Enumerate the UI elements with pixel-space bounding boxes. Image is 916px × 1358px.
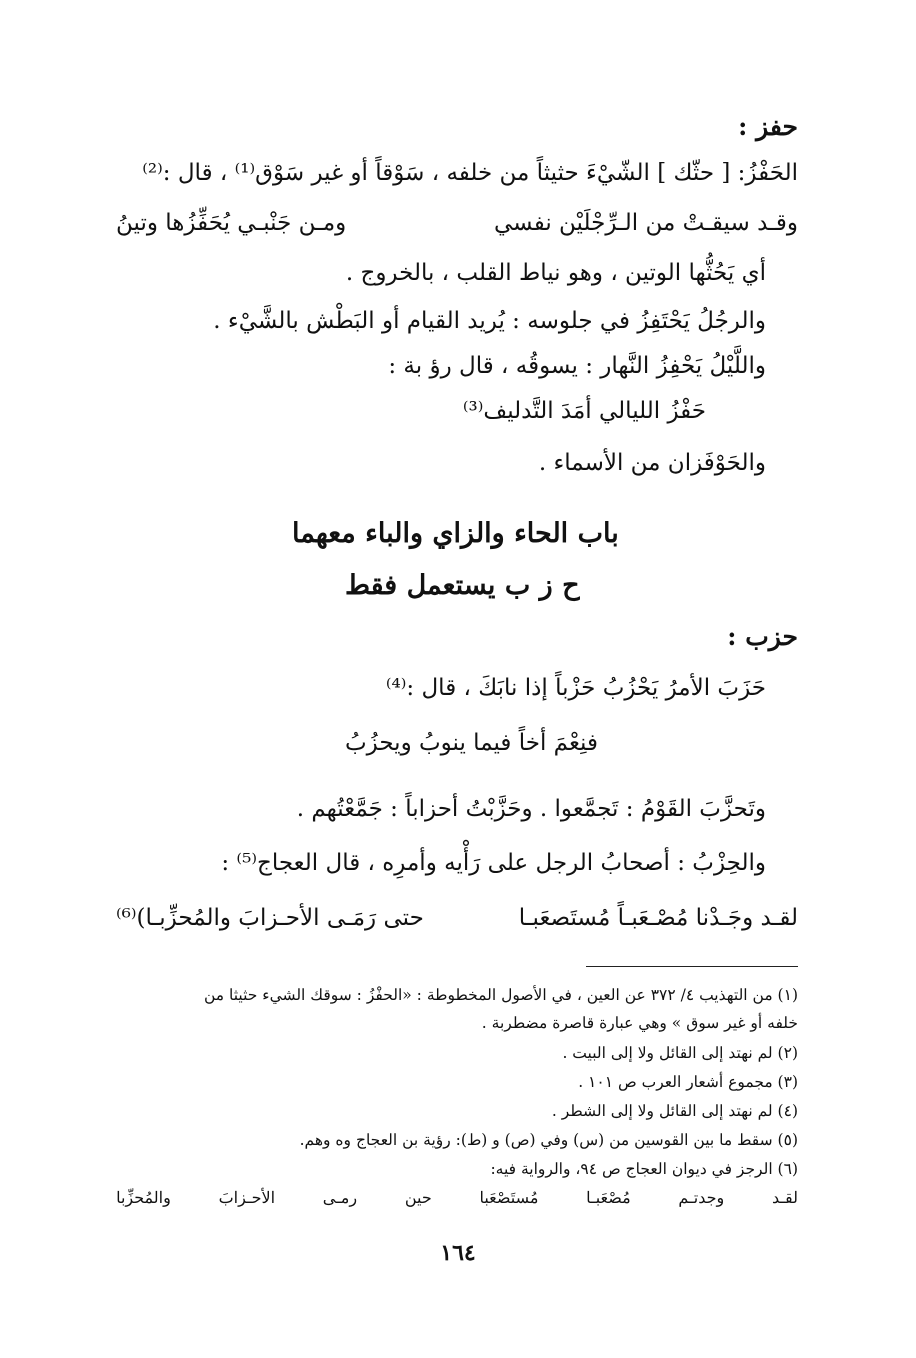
hazb-half-verse: فنِعْمَ أخاً فيما ينوبُ ويحزُبُ (344, 730, 598, 756)
hafz-line-night: واللَّيْلُ يَحْفِزُ النَّهار : يسوقُه ، قال رؤ بة : (388, 353, 766, 379)
fn-verse-word: وجدتـم (678, 1188, 725, 1207)
page-number: ١٦٤ (440, 1240, 476, 1266)
fn-verse-word: مُصْعَبـا (586, 1188, 631, 1207)
hazb-verse-left: حتى رَمَـى الأحـزابَ والمُحزِّبـا)⁽⁶⁾ (116, 905, 424, 931)
footnote-5: (٥) سقط ما بين القوسين من (س) وفي (ص) و (ط): رؤية بن العجاج وه وهم. (299, 1131, 798, 1149)
footnote-6-verse (116, 1188, 798, 1207)
hafz-line-explanation: أي يَحُثُّها الوتين ، وهو نياط القلب ، بالخروج . (345, 260, 766, 286)
chapter-title-text: باب الحاء والزاي والباء معهما (292, 518, 619, 549)
hafz-ruba-verse: حَفْزُ الليالي أمَدَ التَّدليف⁽³⁾ (462, 398, 706, 424)
fn-verse-word: الأحـزابَ (218, 1188, 276, 1207)
footnote-2: (٢) لم نهتد إلى القائل ولا إلى البيت . (562, 1044, 798, 1062)
chapter-subtitle: ح ز ب يستعمل فقط (345, 570, 580, 601)
fn-verse-word: مُستَصْعَبا (479, 1188, 539, 1207)
hazb-verse (116, 905, 798, 931)
hafz-line-ihtifaz: والرجُلُ يَحْتَفِزُ في جلوسه : يُريد القيام أو البَطْش بالشَّيْء . (213, 308, 766, 334)
hazb-verse-right: لقـد وجَـدْنا مُصْـعَبـاً مُستَصعَبـا (518, 905, 798, 931)
entry-heading-hafz: حفز : (738, 112, 798, 141)
footnote-3: (٣) مجموع أشعار العرب ص ١٠١ . (578, 1073, 798, 1091)
footnote-4: (٤) لم نهتد إلى القائل ولا إلى الشطر . (551, 1102, 798, 1120)
hafz-verse (116, 210, 798, 236)
hazb-line-tahazzab: وتَحزَّبَ القَوْمُ : تَجمَّعوا . وحَزَّبْتُ أحزاباً : جَمَّعْتُهم . (296, 796, 766, 822)
hazb-line-hizb: والحِزْبُ : أصحابُ الرجل على رَأْيه وأمرِه ، قال العجاج⁽⁵⁾ : (221, 850, 766, 876)
fn-verse-word: حين (404, 1188, 432, 1207)
footnote-6: (٦) الرجز في ديوان العجاج ص ٩٤، والرواية فيه: (490, 1160, 798, 1178)
fn-verse-word: والمُحزِّبا (116, 1188, 171, 1207)
footnote-separator (586, 966, 798, 967)
fn-verse-word: رمـى (322, 1188, 358, 1207)
hafz-verse-right: وقـد سيقـتْ من الـرِّجْلَيْن نفسي (494, 210, 798, 236)
footnote-1-continued: خلفه أو غير سوق » وهي عبارة قاصرة مضطربة . (481, 1014, 798, 1032)
entry-heading-hazb: حزب : (727, 622, 798, 651)
hazb-definition-line: حَزَبَ الأمرُ يَحْزُبُ حَزْباً إذا نابَكَ ، قال :⁽⁴⁾ (385, 675, 766, 701)
fn-verse-word: لقـد (771, 1188, 798, 1207)
hafz-line-hawfazan: والحَوْفَزان من الأسماء . (538, 450, 766, 476)
footnote-1: (١) من التهذيب ٤/ ٣٧٢ عن العين ، في الأصول المخطوطة : «الحفْزُ : سوقك الشيء حثيثا من (204, 986, 798, 1004)
hafz-definition-line: الحَفْزُ: [ حثّك ] الشّيْءَ حثيثاً من خلفه ، سَوْقاً أو غير سَوْق⁽¹⁾ ، قال :⁽²⁾ (142, 160, 798, 186)
hafz-verse-left: ومـن جَنْبـي يُحَفِّزُها وتينُ (116, 210, 347, 236)
